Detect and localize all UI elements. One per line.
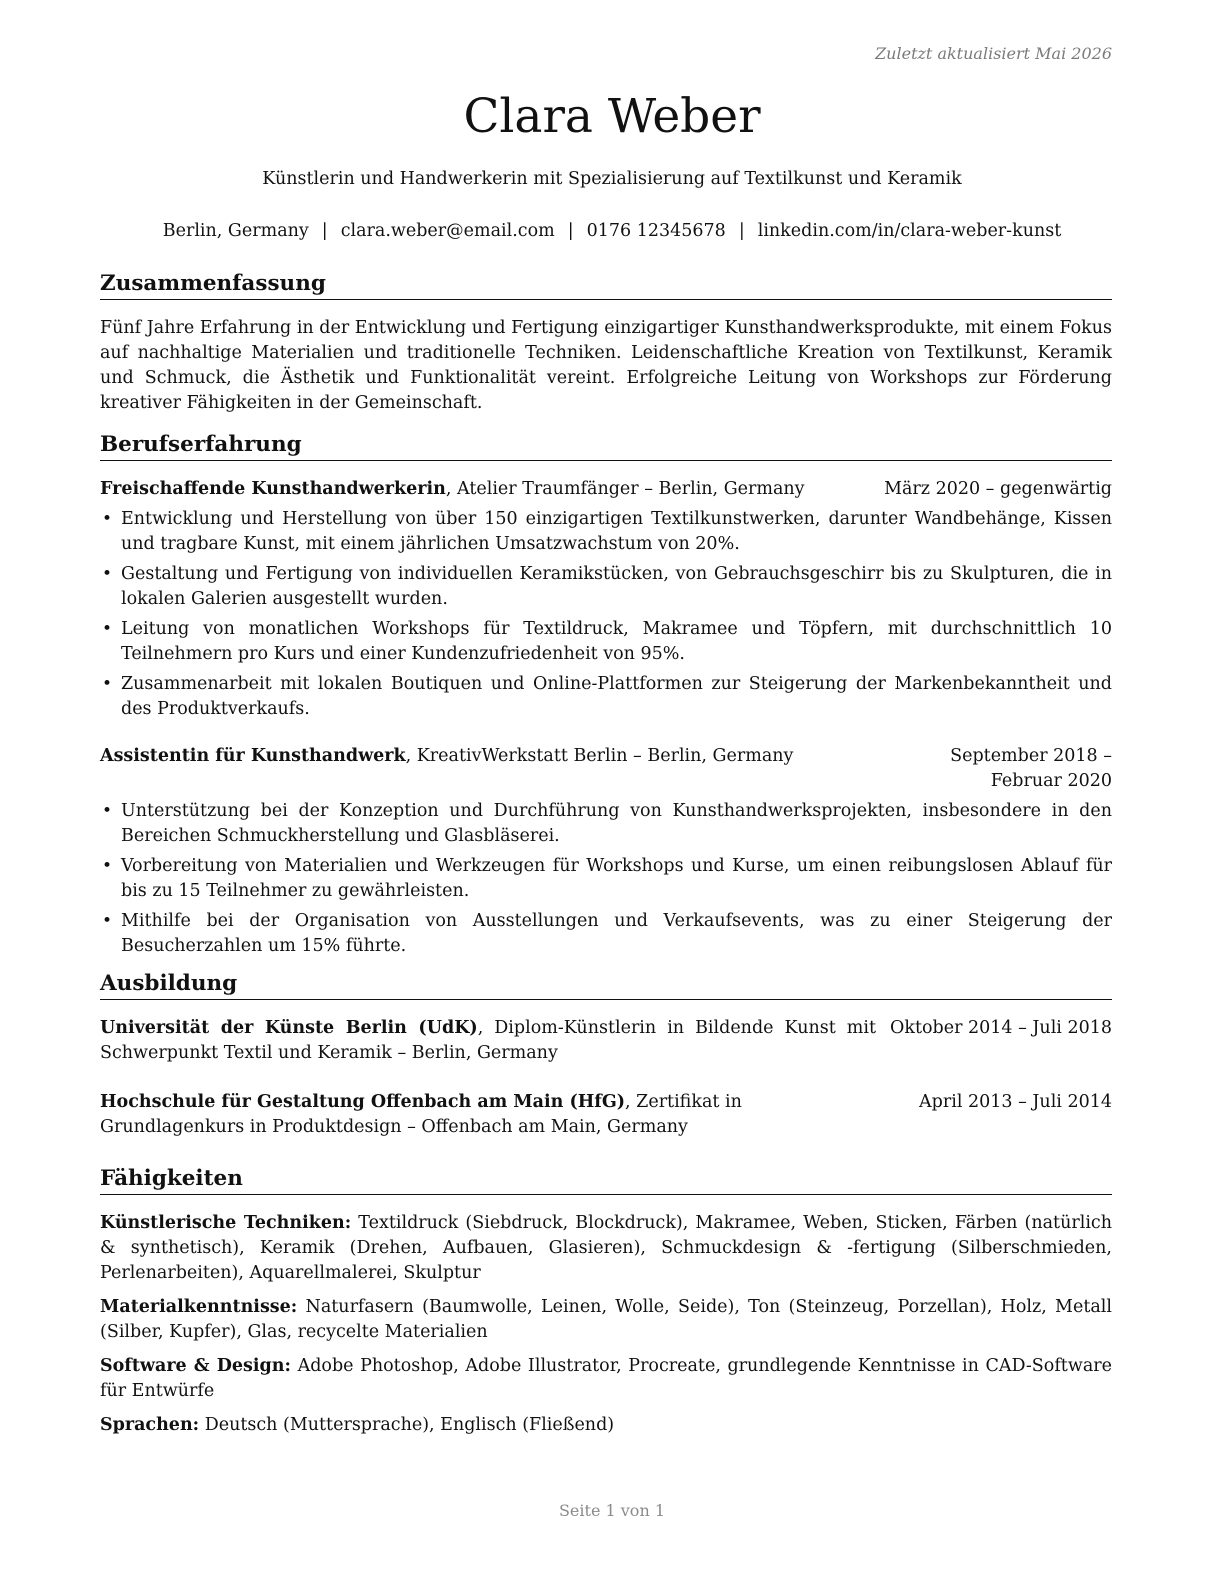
education-entry bbox=[100, 1090, 1112, 1140]
contact-separator: | bbox=[567, 221, 574, 241]
contact-linkedin[interactable]: linkedin.com/in/clara-weber-kunst bbox=[757, 221, 1062, 241]
list-item: • Entwicklung und Herstellung von über 150 einzigartigen Textilkunstwerken, darunter Wandbehänge, Kissen und tragbare Kunst, mit einem jährlichen Umsatzwachstum von 20%. bbox=[102, 509, 1112, 554]
contact-separator: | bbox=[321, 221, 328, 241]
education-school: Universität der Künste Berlin (UdK) bbox=[100, 1018, 478, 1038]
skill-text: Textildruck (Siebdruck, Blockdruck), Makramee, Weben, Sticken, Färben (natürlich & synthetisch), Keramik (Drehen, Aufbauen, Glasieren), Schmuckdesign & -fertigung (Silberschmieden, Perlenarbeiten), Aquarellmalerei, Skulptur bbox=[100, 1213, 1112, 1283]
contact-email[interactable]: clara.weber@email.com bbox=[340, 221, 555, 241]
job-header bbox=[100, 744, 1112, 794]
education-degree: , Zertifikat in Grundlagenkurs in Produktdesign – Offenbach am Main, Germany bbox=[100, 1092, 742, 1137]
section-title-summary: Zusammenfassung bbox=[100, 269, 1112, 300]
contact-separator: | bbox=[738, 221, 745, 241]
resume-body bbox=[100, 269, 1112, 1447]
education-degree: , Diplom-Künstlerin in Bildende Kunst mit Schwerpunkt Textil und Keramik – Berlin, Germany bbox=[100, 1018, 876, 1063]
last-updated-note: Zuletzt aktualisiert Mai 2026 bbox=[875, 44, 1112, 63]
contact-line bbox=[0, 219, 1224, 243]
tagline: Künstlerin und Handwerkerin mit Spezialisierung auf Textilkunst und Keramik bbox=[262, 169, 962, 189]
bullet-icon: • bbox=[102, 509, 113, 529]
section-title-education: Ausbildung bbox=[100, 969, 1112, 1000]
skill-row bbox=[100, 1413, 1112, 1438]
education-entry bbox=[100, 1016, 1112, 1066]
section-title-experience: Berufserfahrung bbox=[100, 430, 1112, 461]
job-employer: , KreativWerkstatt Berlin – Berlin, Germany bbox=[405, 746, 794, 766]
skill-text: Adobe Photoshop, Adobe Illustrator, Procreate, grundlegende Kenntnisse in CAD-Software für Entwürfe bbox=[100, 1356, 1112, 1401]
skill-label: Sprachen: bbox=[100, 1415, 200, 1435]
job-dates: September 2018 – Februar 2020 bbox=[950, 746, 1112, 791]
skill-row bbox=[100, 1211, 1112, 1286]
skill-text: Naturfasern (Baumwolle, Leinen, Wolle, Seide), Ton (Steinzeug, Porzellan), Holz, Metall (Silber, Kupfer), Glas, recycelte Materialien bbox=[100, 1297, 1112, 1342]
bullet-icon: • bbox=[102, 911, 113, 931]
list-item: • Unterstützung bei der Konzeption und Durchführung von Kunsthandwerksprojekten, insbesondere in den Bereichen Schmuckherstellung und Glasbläserei. bbox=[102, 801, 1112, 846]
page-number: Seite 1 von 1 bbox=[558, 1501, 666, 1520]
job-entry bbox=[100, 744, 1112, 959]
section-title-skills: Fähigkeiten bbox=[100, 1164, 1112, 1195]
list-item: • Vorbereitung von Materialien und Werkzeugen für Workshops und Kurse, um einen reibungslosen Ablauf für bis zu 15 Teilnehmer zu gewährleisten. bbox=[102, 856, 1112, 901]
job-bullets bbox=[100, 507, 1112, 722]
job-role: Assistentin für Kunsthandwerk bbox=[100, 746, 406, 766]
list-item: • Mithilfe bei der Organisation von Ausstellungen und Verkaufsevents, was zu einer Steigerung der Besucherzahlen um 15% führte. bbox=[102, 911, 1112, 956]
skill-label: Künstlerische Techniken: bbox=[100, 1213, 352, 1233]
skill-label: Software & Design: bbox=[100, 1356, 291, 1376]
job-entry bbox=[100, 477, 1112, 722]
list-item: • Zusammenarbeit mit lokalen Boutiquen und Online-Plattformen zur Steigerung der Markenbekanntheit und des Produktverkaufs. bbox=[102, 674, 1112, 719]
job-employer: , Atelier Traumfänger – Berlin, Germany bbox=[445, 479, 805, 499]
skill-label: Materialkenntnisse: bbox=[100, 1297, 298, 1317]
education-dates: Oktober 2014 – Juli 2018 bbox=[890, 1018, 1112, 1038]
job-role: Freischaffende Kunsthandwerkerin bbox=[100, 479, 446, 499]
education-dates: April 2013 – Juli 2014 bbox=[919, 1092, 1112, 1112]
contact-phone[interactable]: 0176 12345678 bbox=[586, 221, 726, 241]
list-item: • Leitung von monatlichen Workshops für Textildruck, Makramee und Töpfern, mit durchschnittlich 10 Teilnehmern pro Kurs und einer Kundenzufriedenheit von 95%. bbox=[102, 619, 1112, 664]
bullet-icon: • bbox=[102, 856, 113, 876]
contact-location: Berlin, Germany bbox=[162, 221, 309, 241]
education-school: Hochschule für Gestaltung Offenbach am Main (HfG) bbox=[100, 1092, 626, 1112]
job-bullets bbox=[100, 799, 1112, 959]
job-header bbox=[100, 477, 1112, 502]
summary-text: Fünf Jahre Erfahrung in der Entwicklung und Fertigung einzigartiger Kunsthandwerksprodukte, mit einem Fokus auf nachhaltige Materialien und traditionelle Techniken. Leidenschaftliche Kreation von Textilkunst, Keramik und Schmuck, die Ästhetik und Funktionalität vereint. Erfolgreiche Leitung von Workshops zur Förderung kreativer Fähigkeiten in der Gemeinschaft. bbox=[100, 318, 1112, 413]
skill-row bbox=[100, 1295, 1112, 1345]
bullet-icon: • bbox=[102, 564, 113, 584]
job-dates: März 2020 – gegenwärtig bbox=[884, 479, 1112, 499]
bullet-icon: • bbox=[102, 619, 113, 639]
skill-text: Deutsch (Muttersprache), Englisch (Fließend) bbox=[199, 1415, 615, 1435]
candidate-name: Clara Weber bbox=[463, 89, 761, 144]
bullet-icon: • bbox=[102, 674, 113, 694]
skill-row bbox=[100, 1354, 1112, 1404]
bullet-icon: • bbox=[102, 801, 113, 821]
list-item: • Gestaltung und Fertigung von individuellen Keramikstücken, von Gebrauchsgeschirr bis zu Skulpturen, die in lokalen Galerien ausgestellt wurden. bbox=[102, 564, 1112, 609]
